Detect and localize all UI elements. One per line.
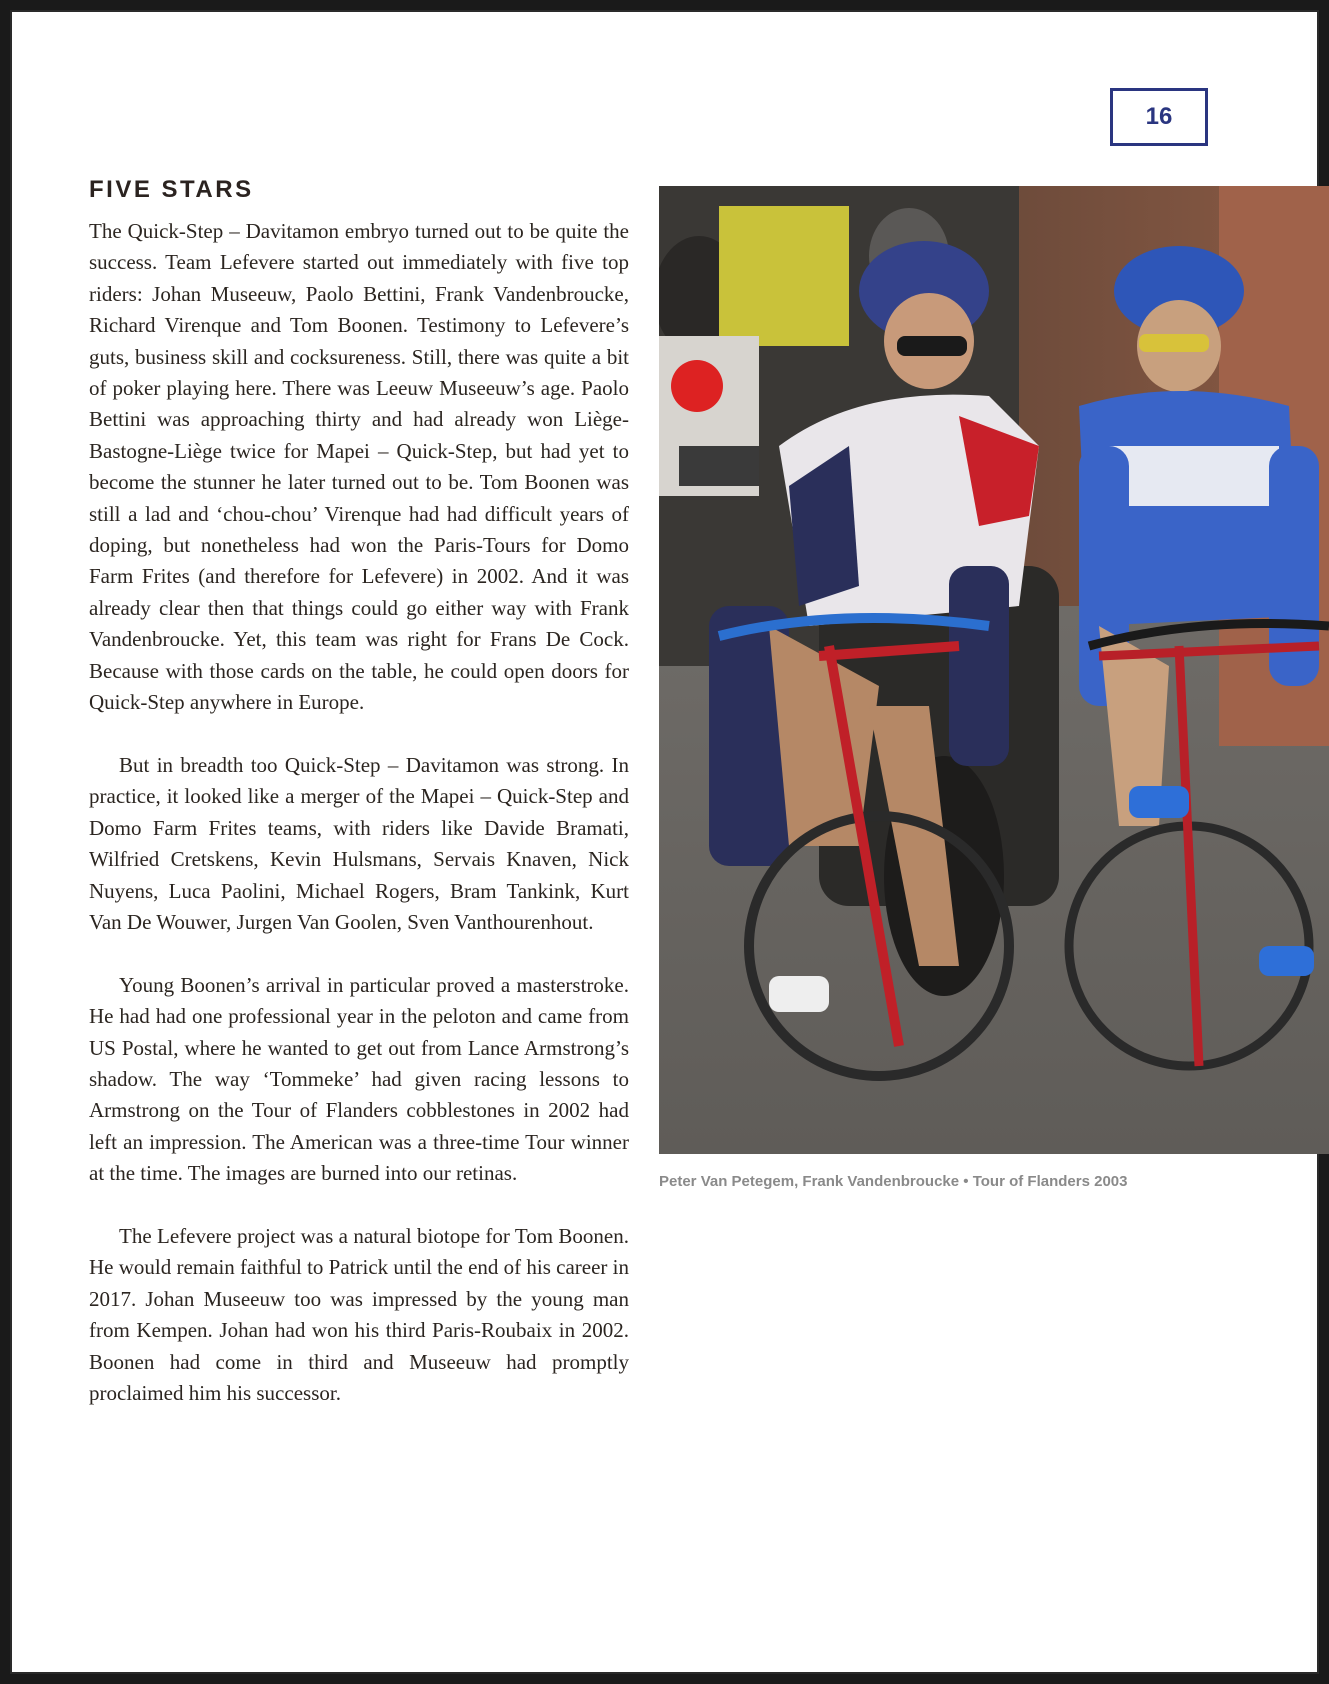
photo-caption: Peter Van Petegem, Frank Vandenbroucke • Tour of Flanders 2003 — [659, 1173, 1128, 1190]
cyclists-photo — [659, 186, 1329, 1154]
article-body — [89, 216, 629, 1441]
section-title: FIVE STARS — [89, 176, 254, 203]
document-page — [10, 10, 1319, 1674]
paragraph-1: The Quick-Step – Davitamon embryo turned out to be quite the success. Team Lefevere started out immediately with five top riders: Johan Museeuw, Paolo Bettini, Frank Vandenbroucke, Richard Virenque and Tom Boonen. Testimony to Lefevere’s guts, business skill and cocksureness. Still, there was quite a bit of poker playing here. There was Leeuw Museeuw’s age. Paolo Bettini was approaching thirty and had already won Liège-Bastogne-Liège twice for Mapei – Quick-Step, but had yet to become the stunner he later turned out to be. Tom Boonen was still a lad and ‘chou-chou’ Virenque had had difficult years of doping, but nonetheless had won the Paris-Tours for Domo Farm Frites (and therefore for Lefevere) in 2002. And it was already clear then that things could go either way with Frank Vandenbroucke. Yet, this team was right for Frans De Cock. Because with those cards on the table, he could open doors for Quick-Step anywhere in Europe. — [89, 219, 629, 715]
paragraph-4: The Lefevere project was a natural biotope for Tom Boonen. He would remain faithful to Patrick until the end of his career in 2017. Johan Museeuw too was impressed by the young man from Kempen. Johan had won his third Paris-Roubaix in 2002. Boonen had come in third and Museeuw had promptly proclaimed him his successor. — [89, 1223, 630, 1405]
paragraph-2: But in breadth too Quick-Step – Davitamon was strong. In practice, it looked like a merger of the Mapei – Quick-Step and Domo Farm Frites teams, with riders like Davide Bramati, Wilfried Cretskens, Kevin Hulsmans, Servais Knaven, Nick Nuyens, Luca Paolini, Michael Rogers, Bram Tankink, Kurt Van De Wouwer, Jurgen Van Goolen, Sven Vanthourenhout. — [89, 752, 629, 934]
paragraph-3: Young Boonen’s arrival in particular proved a masterstroke. He had had one professional year in the peloton and came from US Postal, where he wanted to get out from Lance Armstrong’s shadow. The way ‘Tommeke’ had given racing lessons to Armstrong on the Tour of Flanders cobblestones in 2002 had left an impression. The American was a three-time Tour winner at the time. The images are burned into our retinas. — [89, 972, 629, 1186]
page-number: 16 — [1110, 88, 1208, 146]
